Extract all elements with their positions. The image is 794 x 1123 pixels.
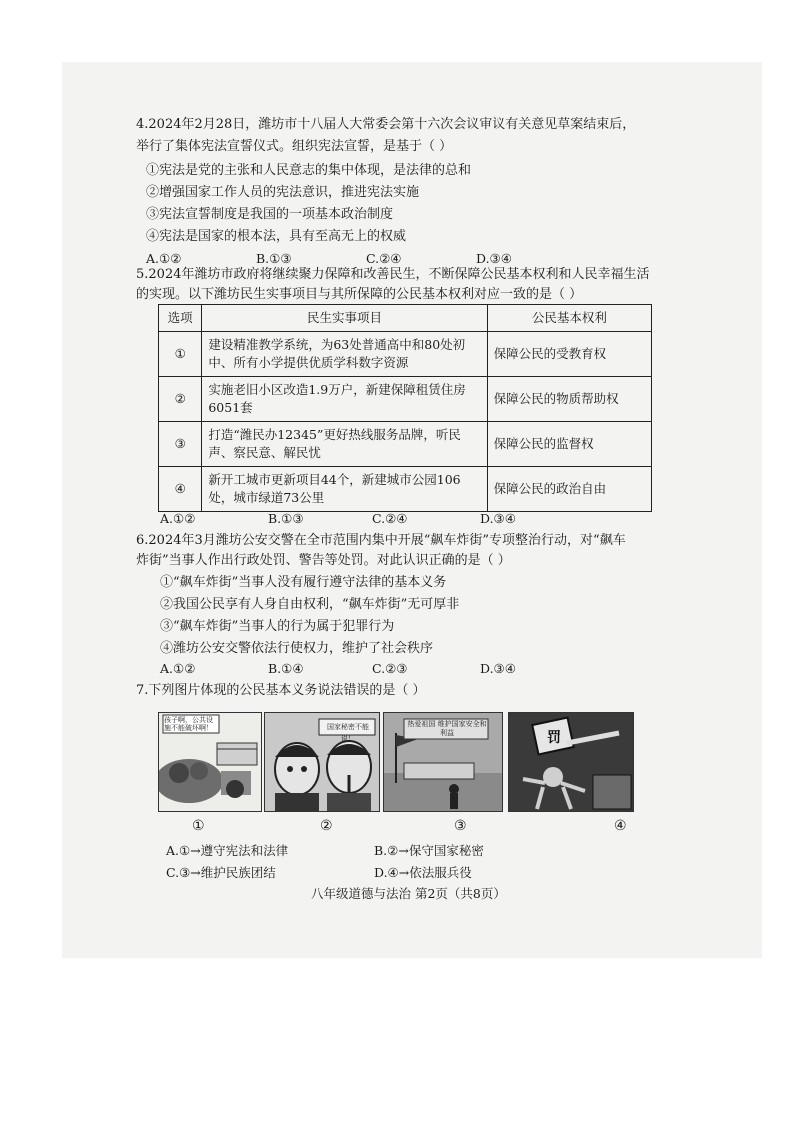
q5-table-header bbox=[159, 305, 652, 332]
q4-item-3: ③宪法宣誓制度是我国的一项基本政治制度 bbox=[146, 207, 394, 222]
q5-choice-a[interactable]: A.①② bbox=[160, 511, 196, 526]
q4-choice-a[interactable]: A.①② bbox=[146, 251, 182, 266]
q5-table bbox=[158, 304, 652, 512]
q6-item-2: ②我国公民享有人身自由权利，“飙车炸街”无可厚非 bbox=[160, 597, 460, 612]
q5-header-right: 公民基本权利 bbox=[487, 305, 651, 332]
q7-choice-a[interactable]: A.①→遵守宪法和法律 bbox=[166, 843, 289, 858]
q7-picture-4 bbox=[508, 712, 634, 812]
q6-item-1: ①“飙车炸街”当事人没有履行遵守法律的基本义务 bbox=[160, 575, 447, 590]
q7-picture-4-caption: 罚 bbox=[547, 730, 561, 746]
table-row bbox=[159, 377, 652, 422]
q5-stem-line1: 5.2024年潍坊市政府将继续聚力保障和改善民生，不断保障公民基本权利和人民幸福生活 bbox=[136, 267, 650, 282]
q4-choice-c[interactable]: C.②④ bbox=[366, 251, 402, 266]
q4-stem-line2: 举行了集体宪法宣誓仪式。组织宪法宣誓，是基于（ ） bbox=[136, 139, 453, 154]
table-row bbox=[159, 422, 652, 467]
q7-choice-c[interactable]: C.③→维护民族团结 bbox=[166, 865, 276, 880]
q7-picture-1-caption: 孩子啊，公共设施不能破坏啊！ bbox=[164, 716, 213, 732]
q4-choice-b[interactable]: B.①③ bbox=[256, 251, 292, 266]
table-row bbox=[159, 332, 652, 377]
q5-row-project: 打造“潍民办12345”更好热线服务品牌，听民声、察民意、解民忧 bbox=[202, 422, 487, 467]
q6-stem-line2: 炸街”当事人作出行政处罚、警告等处罚。对此认识正确的是（ ） bbox=[136, 553, 511, 568]
q5-row-right: 保障公民的政治自由 bbox=[487, 467, 651, 512]
q5-row-project: 建设精准教学系统，为63处普通高中和80处初中、所有小学提供优质学科数字资源 bbox=[202, 332, 487, 377]
q4-item-4: ④宪法是国家的根本法，具有至高无上的权威 bbox=[146, 229, 407, 244]
q4-item-2: ②增强国家工作人员的宪法意识，推进宪法实施 bbox=[146, 185, 420, 200]
q6-choice-d[interactable]: D.③④ bbox=[480, 661, 516, 676]
page-footer: 八年级道德与法治 第2页（共8页） bbox=[311, 886, 506, 901]
q6-choice-a[interactable]: A.①② bbox=[160, 661, 196, 676]
q5-row-project: 实施老旧小区改造1.9万户，新建保障租赁住房6051套 bbox=[202, 377, 487, 422]
penalty-hammer-icon bbox=[509, 713, 633, 811]
q6-stem-line1: 6.2024年3月潍坊公安交警在全市范围内集中开展“飙车炸街”专项整治行动，对“飙车 bbox=[136, 533, 626, 548]
q6-choice-c[interactable]: C.②③ bbox=[372, 661, 408, 676]
q5-choice-b[interactable]: B.①③ bbox=[268, 511, 304, 526]
q6-item-3: ③“飙车炸街”当事人的行为属于犯罪行为 bbox=[160, 619, 395, 634]
q7-picture-3-caption: 热爱祖国 维护国家安全和利益 bbox=[407, 720, 487, 737]
q5-row-right: 保障公民的物质帮助权 bbox=[487, 377, 651, 422]
q7-picture-4-label: ④ bbox=[614, 818, 627, 834]
q7-choice-d[interactable]: D.④→依法服兵役 bbox=[374, 865, 472, 880]
q7-picture-1 bbox=[158, 712, 262, 812]
q5-row-number: ④ bbox=[159, 467, 202, 512]
q4-stem-line1: 4.2024年2月28日，潍坊市十八届人大常委会第十六次会议审议有关意见草案结束后， bbox=[136, 117, 636, 132]
q7-choice-b[interactable]: B.②→保守国家秘密 bbox=[374, 843, 484, 858]
q7-picture-2-caption: 国家秘密不能说！ bbox=[327, 723, 369, 743]
q5-stem-line2: 的实现。以下潍坊民生实事项目与其所保障的公民基本权利对应一致的是（ ） bbox=[136, 287, 583, 302]
q5-row-right: 保障公民的受教育权 bbox=[487, 332, 651, 377]
q5-header-project: 民生实事项目 bbox=[202, 305, 487, 332]
q5-header-option: 选项 bbox=[159, 305, 202, 332]
q6-choice-b[interactable]: B.①④ bbox=[268, 661, 304, 676]
q7-picture-3 bbox=[383, 712, 503, 812]
q7-picture-3-label: ③ bbox=[454, 818, 467, 834]
q4-item-1: ①宪法是党的主张和人民意志的集中体现，是法律的总和 bbox=[146, 163, 472, 178]
q5-row-number: ③ bbox=[159, 422, 202, 467]
q5-choice-d[interactable]: D.③④ bbox=[480, 511, 516, 526]
q7-stem: 7.下列图片体现的公民基本义务说法错误的是（ ） bbox=[136, 683, 426, 698]
q7-picture-2-label: ② bbox=[320, 818, 333, 834]
q5-row-right: 保障公民的监督权 bbox=[487, 422, 651, 467]
q5-row-number: ① bbox=[159, 332, 202, 377]
q5-choice-c[interactable]: C.②④ bbox=[372, 511, 408, 526]
table-row bbox=[159, 467, 652, 512]
q7-picture-1-label: ① bbox=[192, 818, 205, 834]
q6-item-4: ④潍坊公安交警依法行使权力，维护了社会秩序 bbox=[160, 641, 434, 656]
q4-choice-d[interactable]: D.③④ bbox=[476, 251, 512, 266]
q7-picture-2 bbox=[264, 712, 380, 812]
q5-row-number: ② bbox=[159, 377, 202, 422]
q5-row-project: 新开工城市更新项目44个，新建城市公园106处，城市绿道73公里 bbox=[202, 467, 487, 512]
